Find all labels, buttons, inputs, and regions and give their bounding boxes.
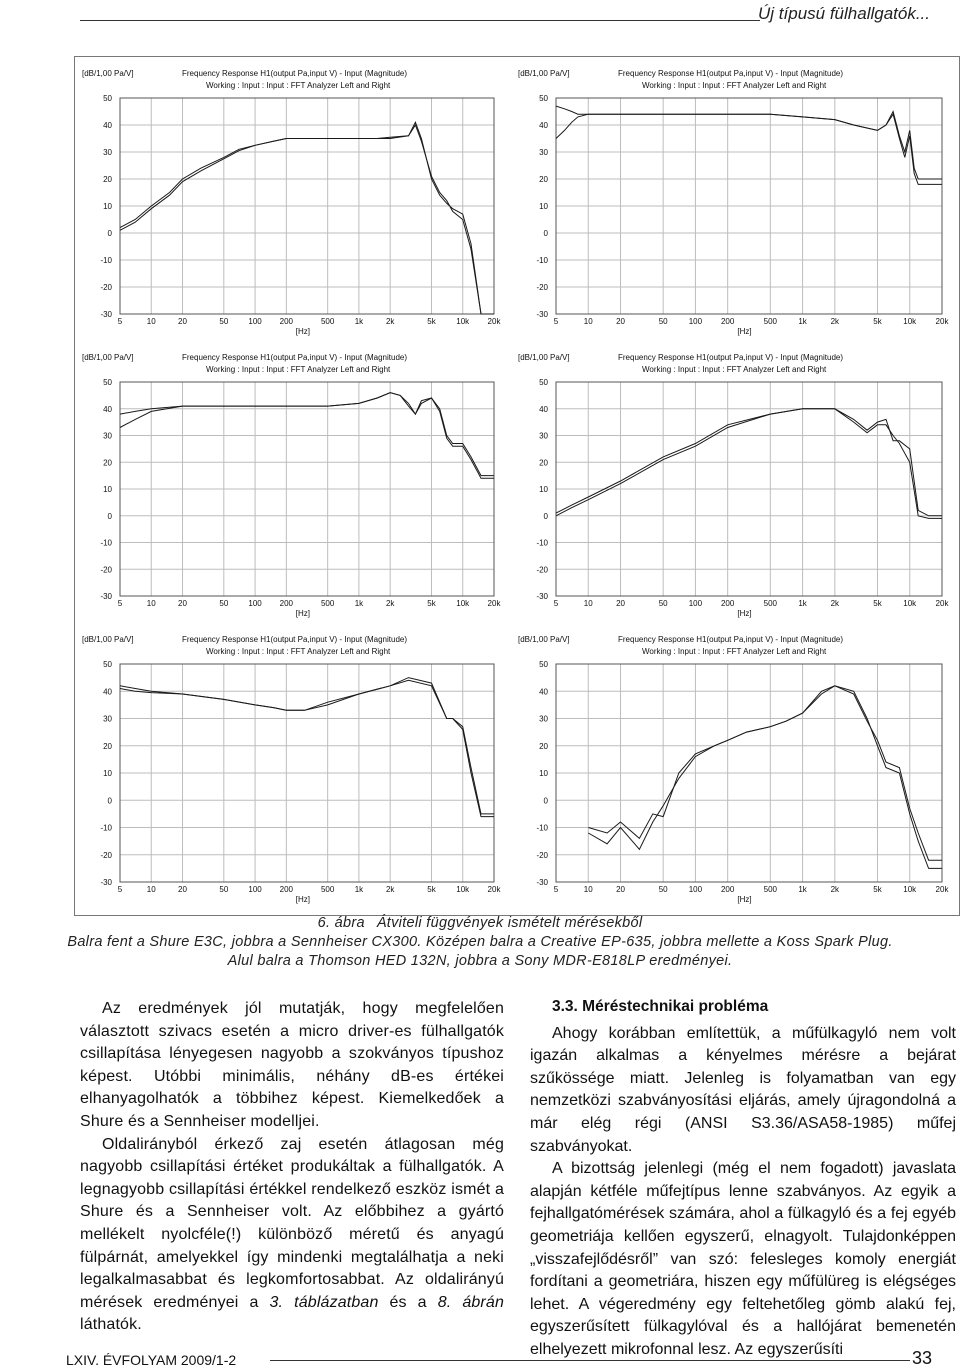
- figure-reference: 8. ábrán: [437, 1293, 504, 1311]
- x-tick-label: 200: [720, 599, 735, 608]
- y-tick-label: 20: [539, 458, 548, 468]
- x-tick-label: 50: [219, 885, 229, 894]
- y-tick-label: 10: [539, 202, 548, 211]
- y-tick-label: 40: [103, 687, 112, 697]
- plot-subtitle: Working : Input : Input : FFT Analyzer Left and Right: [206, 647, 391, 656]
- y-tick-label: 20: [103, 175, 112, 184]
- y-tick-label: 10: [103, 202, 112, 211]
- x-tick-label: 100: [248, 885, 262, 894]
- x-tick-label: 10: [583, 317, 593, 326]
- x-tick-label: 5: [117, 885, 123, 894]
- y-tick-label: 40: [103, 404, 112, 414]
- x-tick-label: 20k: [487, 599, 501, 608]
- header-rule: [80, 20, 760, 21]
- x-tick-label: 5: [117, 599, 123, 608]
- x-tick-label: 100: [688, 599, 703, 608]
- section-heading: 3.3. Méréstechnikai probléma: [552, 998, 769, 1015]
- x-tick-label: 10k: [903, 317, 917, 326]
- plot-svg: [514, 626, 954, 912]
- x-tick-label: 500: [763, 885, 778, 894]
- y-tick-label: 20: [539, 741, 548, 751]
- x-tick-label: 100: [248, 599, 262, 608]
- response-line-2: [556, 106, 942, 184]
- plot-koss-spark-plug: [514, 344, 954, 626]
- x-tick-label: 200: [720, 885, 735, 894]
- x-tick-label: 100: [248, 317, 262, 326]
- y-tick-label: 50: [103, 94, 112, 103]
- y-axis-label: [dB/1,00 Pa/V]: [518, 635, 570, 644]
- x-tick-label: 10k: [456, 599, 470, 608]
- x-tick-label: 10: [583, 599, 593, 608]
- x-tick-label: 500: [320, 599, 335, 608]
- y-tick-label: 0: [107, 796, 112, 806]
- x-tick-label: 10: [583, 885, 593, 894]
- y-tick-label: -30: [100, 592, 112, 601]
- left-paragraph-1: Az eredmények jól mutatják, hogy megfelelően választott szivacs esetén a micro driver-es fülhallgatók csillapítása lényegesen nagyobb a szokványos típushoz képest. Utóbbi minimális, néhány dB-es értékei elhanyagolhatók a többihez képest. Kiemelkedőek a Shure és a Sennheiser modelljei.: [80, 1000, 504, 1130]
- x-tick-label: 200: [279, 317, 294, 326]
- y-tick-label: 0: [543, 796, 548, 806]
- plot-title: Frequency Response H1(output Pa,input V) - Input (Magnitude): [618, 69, 844, 78]
- y-tick-label: 40: [539, 687, 548, 697]
- x-axis-unit: [Hz]: [295, 609, 311, 618]
- x-tick-label: 10: [146, 599, 156, 608]
- y-tick-label: 0: [107, 229, 112, 238]
- plot-title: Frequency Response H1(output Pa,input V) - Input (Magnitude): [182, 353, 408, 362]
- plot-subtitle: Working : Input : Input : FFT Analyzer Left and Right: [206, 81, 391, 90]
- y-tick-label: 0: [107, 511, 112, 521]
- y-tick-label: -30: [100, 310, 112, 319]
- x-tick-label: 20k: [487, 885, 501, 894]
- plot-svg: [78, 344, 506, 626]
- x-tick-label: 500: [320, 317, 335, 326]
- plot-subtitle: Working : Input : Input : FFT Analyzer Left and Right: [642, 647, 827, 656]
- x-tick-label: 50: [658, 599, 668, 608]
- plot-shure-e3c: [78, 60, 506, 344]
- x-tick-label: 5k: [427, 885, 436, 894]
- y-tick-label: -10: [536, 538, 548, 548]
- y-tick-label: 40: [539, 121, 548, 130]
- plot-subtitle: Working : Input : Input : FFT Analyzer Left and Right: [642, 81, 827, 90]
- left-column: [80, 998, 504, 1337]
- x-tick-label: 5k: [873, 599, 882, 608]
- response-line-1: [588, 686, 942, 869]
- page-number: 33: [911, 1348, 932, 1368]
- y-tick-label: 0: [543, 511, 548, 521]
- y-tick-label: 10: [103, 769, 112, 778]
- x-tick-label: 50: [658, 317, 668, 326]
- y-tick-label: 30: [103, 431, 112, 441]
- plot-svg: [78, 60, 506, 344]
- x-tick-label: 5: [117, 317, 123, 326]
- left-paragraph-2-mid: és a: [378, 1293, 438, 1311]
- x-tick-label: 1k: [354, 885, 364, 894]
- y-tick-label: 50: [539, 378, 548, 387]
- figure-caption: [40, 914, 920, 971]
- y-tick-label: 50: [103, 378, 112, 387]
- x-tick-label: 10k: [903, 599, 917, 608]
- x-tick-label: 20: [616, 317, 625, 326]
- plot-svg: [514, 60, 954, 344]
- caption-line-3: Alul balra a Thomson HED 132N, jobbra a Sony MDR-E818LP eredményei.: [227, 953, 733, 969]
- y-tick-label: -10: [100, 256, 112, 265]
- x-tick-label: 1k: [354, 317, 364, 326]
- x-tick-label: 2k: [830, 317, 840, 326]
- plot-title: Frequency Response H1(output Pa,input V) - Input (Magnitude): [618, 635, 844, 644]
- x-tick-label: 2k: [385, 599, 395, 608]
- response-line-1: [120, 393, 494, 476]
- x-tick-label: 20: [178, 885, 187, 894]
- x-tick-label: 500: [320, 885, 335, 894]
- x-tick-label: 100: [688, 317, 703, 326]
- y-tick-label: -30: [536, 592, 548, 601]
- x-tick-label: 20k: [487, 317, 501, 326]
- y-tick-label: 50: [103, 660, 112, 669]
- y-tick-label: 50: [539, 94, 548, 103]
- table-reference: 3. táblázatban: [269, 1293, 379, 1311]
- plot-subtitle: Working : Input : Input : FFT Analyzer Left and Right: [206, 365, 391, 374]
- y-tick-label: 40: [103, 121, 112, 130]
- y-tick-label: -10: [536, 256, 548, 265]
- right-paragraph-2: A bizottság jelenlegi (még el nem fogadott) javaslata alapján kétféle műfejtípus lenne szabványos. Az egyik a fejhallgatómérések számára, ahol a fülkagyló és a fej egyéb geometriája kellően egyszerű, elnagyolt. Tulajdonképpen „visszafejlődésről” van szó: felesleges komoly energiát fordítani a geometriára, hiszen egy műfülüreg is elégséges lehet. A végeredmény egy feltehetőleg gömb alakú fej, egyszerűsített fülkagylóval és a hallójárat bemenetén elhelyezett mikrofonnal lesz. Az egyszerűsíti: [530, 1160, 956, 1358]
- y-tick-label: 10: [539, 769, 548, 778]
- plot-title: Frequency Response H1(output Pa,input V) - Input (Magnitude): [182, 635, 408, 644]
- x-tick-label: 2k: [385, 885, 395, 894]
- x-tick-label: 5: [553, 885, 559, 894]
- y-tick-label: 50: [539, 660, 548, 669]
- y-tick-label: 10: [103, 485, 112, 494]
- x-tick-label: 20: [616, 885, 625, 894]
- x-tick-label: 20k: [935, 317, 949, 326]
- response-line-1: [120, 122, 494, 314]
- x-tick-label: 1k: [798, 599, 807, 608]
- x-tick-label: 200: [279, 599, 294, 608]
- x-tick-label: 20k: [935, 885, 949, 894]
- x-tick-label: 50: [219, 317, 229, 326]
- x-tick-label: 5k: [427, 599, 436, 608]
- y-tick-label: -30: [100, 878, 112, 887]
- left-paragraph-2-text: Oldalirányból érkező zaj esetén átlagosan még nagyobb csillapítási értéket produkáltak a fülhallgatók. A legnagyobb csillapítási értékkel rendelkező eszköz ismét a Shure és a Sennheiser volt. Az előbbihez a gyártó mellékelt nyolcféle(!) különböző méretű és anyagú fülpárnát, amelyekkel így mindenki megtalálhatja a neki legalkalmasabbat és legkomfortosabbat. Az oldalirányú mérések eredményei a: [80, 1135, 504, 1311]
- x-tick-label: 5k: [873, 317, 882, 326]
- y-axis-label: [dB/1,00 Pa/V]: [82, 635, 134, 644]
- x-axis-unit: [Hz]: [737, 327, 752, 336]
- y-axis-label: [dB/1,00 Pa/V]: [82, 353, 134, 362]
- y-axis-label: [dB/1,00 Pa/V]: [518, 353, 570, 362]
- y-tick-label: 0: [543, 229, 548, 238]
- y-tick-label: -20: [536, 850, 548, 860]
- y-tick-label: -20: [100, 850, 112, 860]
- x-tick-label: 10k: [903, 885, 917, 894]
- y-tick-label: 10: [539, 485, 548, 494]
- x-tick-label: 20k: [935, 599, 949, 608]
- x-tick-label: 500: [763, 599, 778, 608]
- x-tick-label: 20: [616, 599, 625, 608]
- response-line-2: [120, 680, 494, 816]
- response-line-2: [120, 125, 494, 314]
- x-axis-unit: [Hz]: [295, 327, 311, 336]
- right-paragraph-1: Ahogy korábban említettük, a műfülkagyló nem volt igazán alkalmas a kényelmes mérésre a bejárat szűkössége miatt. Jelenleg is folyamatban van egy nemzetközi szabványosítási eljárás, amely újragondolná a már elég régi (ANSI S3.36/ASA58-1985) műfej szabványokat.: [530, 1024, 956, 1155]
- x-tick-label: 10k: [456, 885, 470, 894]
- x-tick-label: 2k: [830, 885, 840, 894]
- y-tick-label: 40: [539, 404, 548, 414]
- y-tick-label: -20: [100, 283, 112, 292]
- x-tick-label: 5: [553, 599, 559, 608]
- caption-line-2: Balra fent a Shure E3C, jobbra a Sennheiser CX300. Középen balra a Creative EP-635, jobbra mellette a Koss Spark Plug.: [67, 934, 893, 950]
- x-tick-label: 10: [146, 885, 156, 894]
- y-tick-label: -20: [536, 565, 548, 575]
- x-tick-label: 1k: [798, 885, 807, 894]
- x-tick-label: 50: [658, 885, 668, 894]
- y-tick-label: 30: [103, 148, 112, 157]
- y-tick-label: -20: [100, 565, 112, 575]
- x-tick-label: 10k: [456, 317, 470, 326]
- x-tick-label: 200: [720, 317, 735, 326]
- x-axis-unit: [Hz]: [295, 895, 311, 904]
- y-axis-label: [dB/1,00 Pa/V]: [518, 69, 570, 78]
- x-tick-label: 5: [553, 317, 559, 326]
- y-tick-label: 20: [103, 458, 112, 468]
- plot-sony-mdr-e818lp: [514, 626, 954, 912]
- plot-title: Frequency Response H1(output Pa,input V) - Input (Magnitude): [618, 353, 844, 362]
- x-tick-label: 2k: [830, 599, 840, 608]
- x-tick-label: 50: [219, 599, 229, 608]
- y-tick-label: 20: [103, 741, 112, 751]
- x-tick-label: 200: [279, 885, 294, 894]
- y-tick-label: -10: [536, 823, 548, 833]
- response-line-2: [556, 409, 942, 519]
- y-tick-label: 30: [539, 148, 548, 157]
- x-tick-label: 5k: [427, 317, 436, 326]
- plot-title: Frequency Response H1(output Pa,input V) - Input (Magnitude): [182, 69, 408, 78]
- y-tick-label: -30: [536, 878, 548, 887]
- x-tick-label: 2k: [385, 317, 395, 326]
- footer-volume: LXIV. ÉVFOLYAM 2009/1-2: [66, 1352, 237, 1368]
- y-tick-label: 30: [103, 714, 112, 724]
- plot-creative-ep635: [78, 344, 506, 626]
- left-paragraph-2: [80, 1134, 504, 1337]
- x-tick-label: 100: [688, 885, 703, 894]
- x-axis-unit: [Hz]: [737, 895, 752, 904]
- x-tick-label: 1k: [354, 599, 364, 608]
- x-tick-label: 20: [178, 317, 187, 326]
- y-axis-label: [dB/1,00 Pa/V]: [82, 69, 134, 78]
- plot-svg: [514, 344, 954, 626]
- y-tick-label: -20: [536, 283, 548, 292]
- footer-rule: [270, 1360, 910, 1361]
- y-tick-label: 30: [539, 714, 548, 724]
- plot-svg: [78, 626, 506, 912]
- x-tick-label: 1k: [798, 317, 807, 326]
- response-line-1: [556, 112, 942, 180]
- x-tick-label: 500: [763, 317, 778, 326]
- x-tick-label: 5k: [873, 885, 882, 894]
- x-tick-label: 10: [146, 317, 156, 326]
- plot-sennheiser-cx300: [514, 60, 954, 344]
- running-header: Új típusú fülhallgatók...: [758, 4, 930, 23]
- right-column: [530, 996, 956, 1362]
- x-tick-label: 20: [178, 599, 187, 608]
- plot-thomson-hed132n: [78, 626, 506, 912]
- plot-subtitle: Working : Input : Input : FFT Analyzer Left and Right: [642, 365, 827, 374]
- caption-title: Átviteli függvények ismételt mérésekből: [376, 915, 643, 931]
- y-tick-label: 20: [539, 175, 548, 184]
- y-tick-label: -30: [536, 310, 548, 319]
- left-paragraph-2-end: láthatók.: [80, 1316, 142, 1334]
- y-tick-label: -10: [100, 538, 112, 548]
- x-axis-unit: [Hz]: [737, 609, 752, 618]
- caption-number: 6. ábra: [317, 915, 365, 931]
- y-tick-label: 30: [539, 431, 548, 441]
- y-tick-label: -10: [100, 823, 112, 833]
